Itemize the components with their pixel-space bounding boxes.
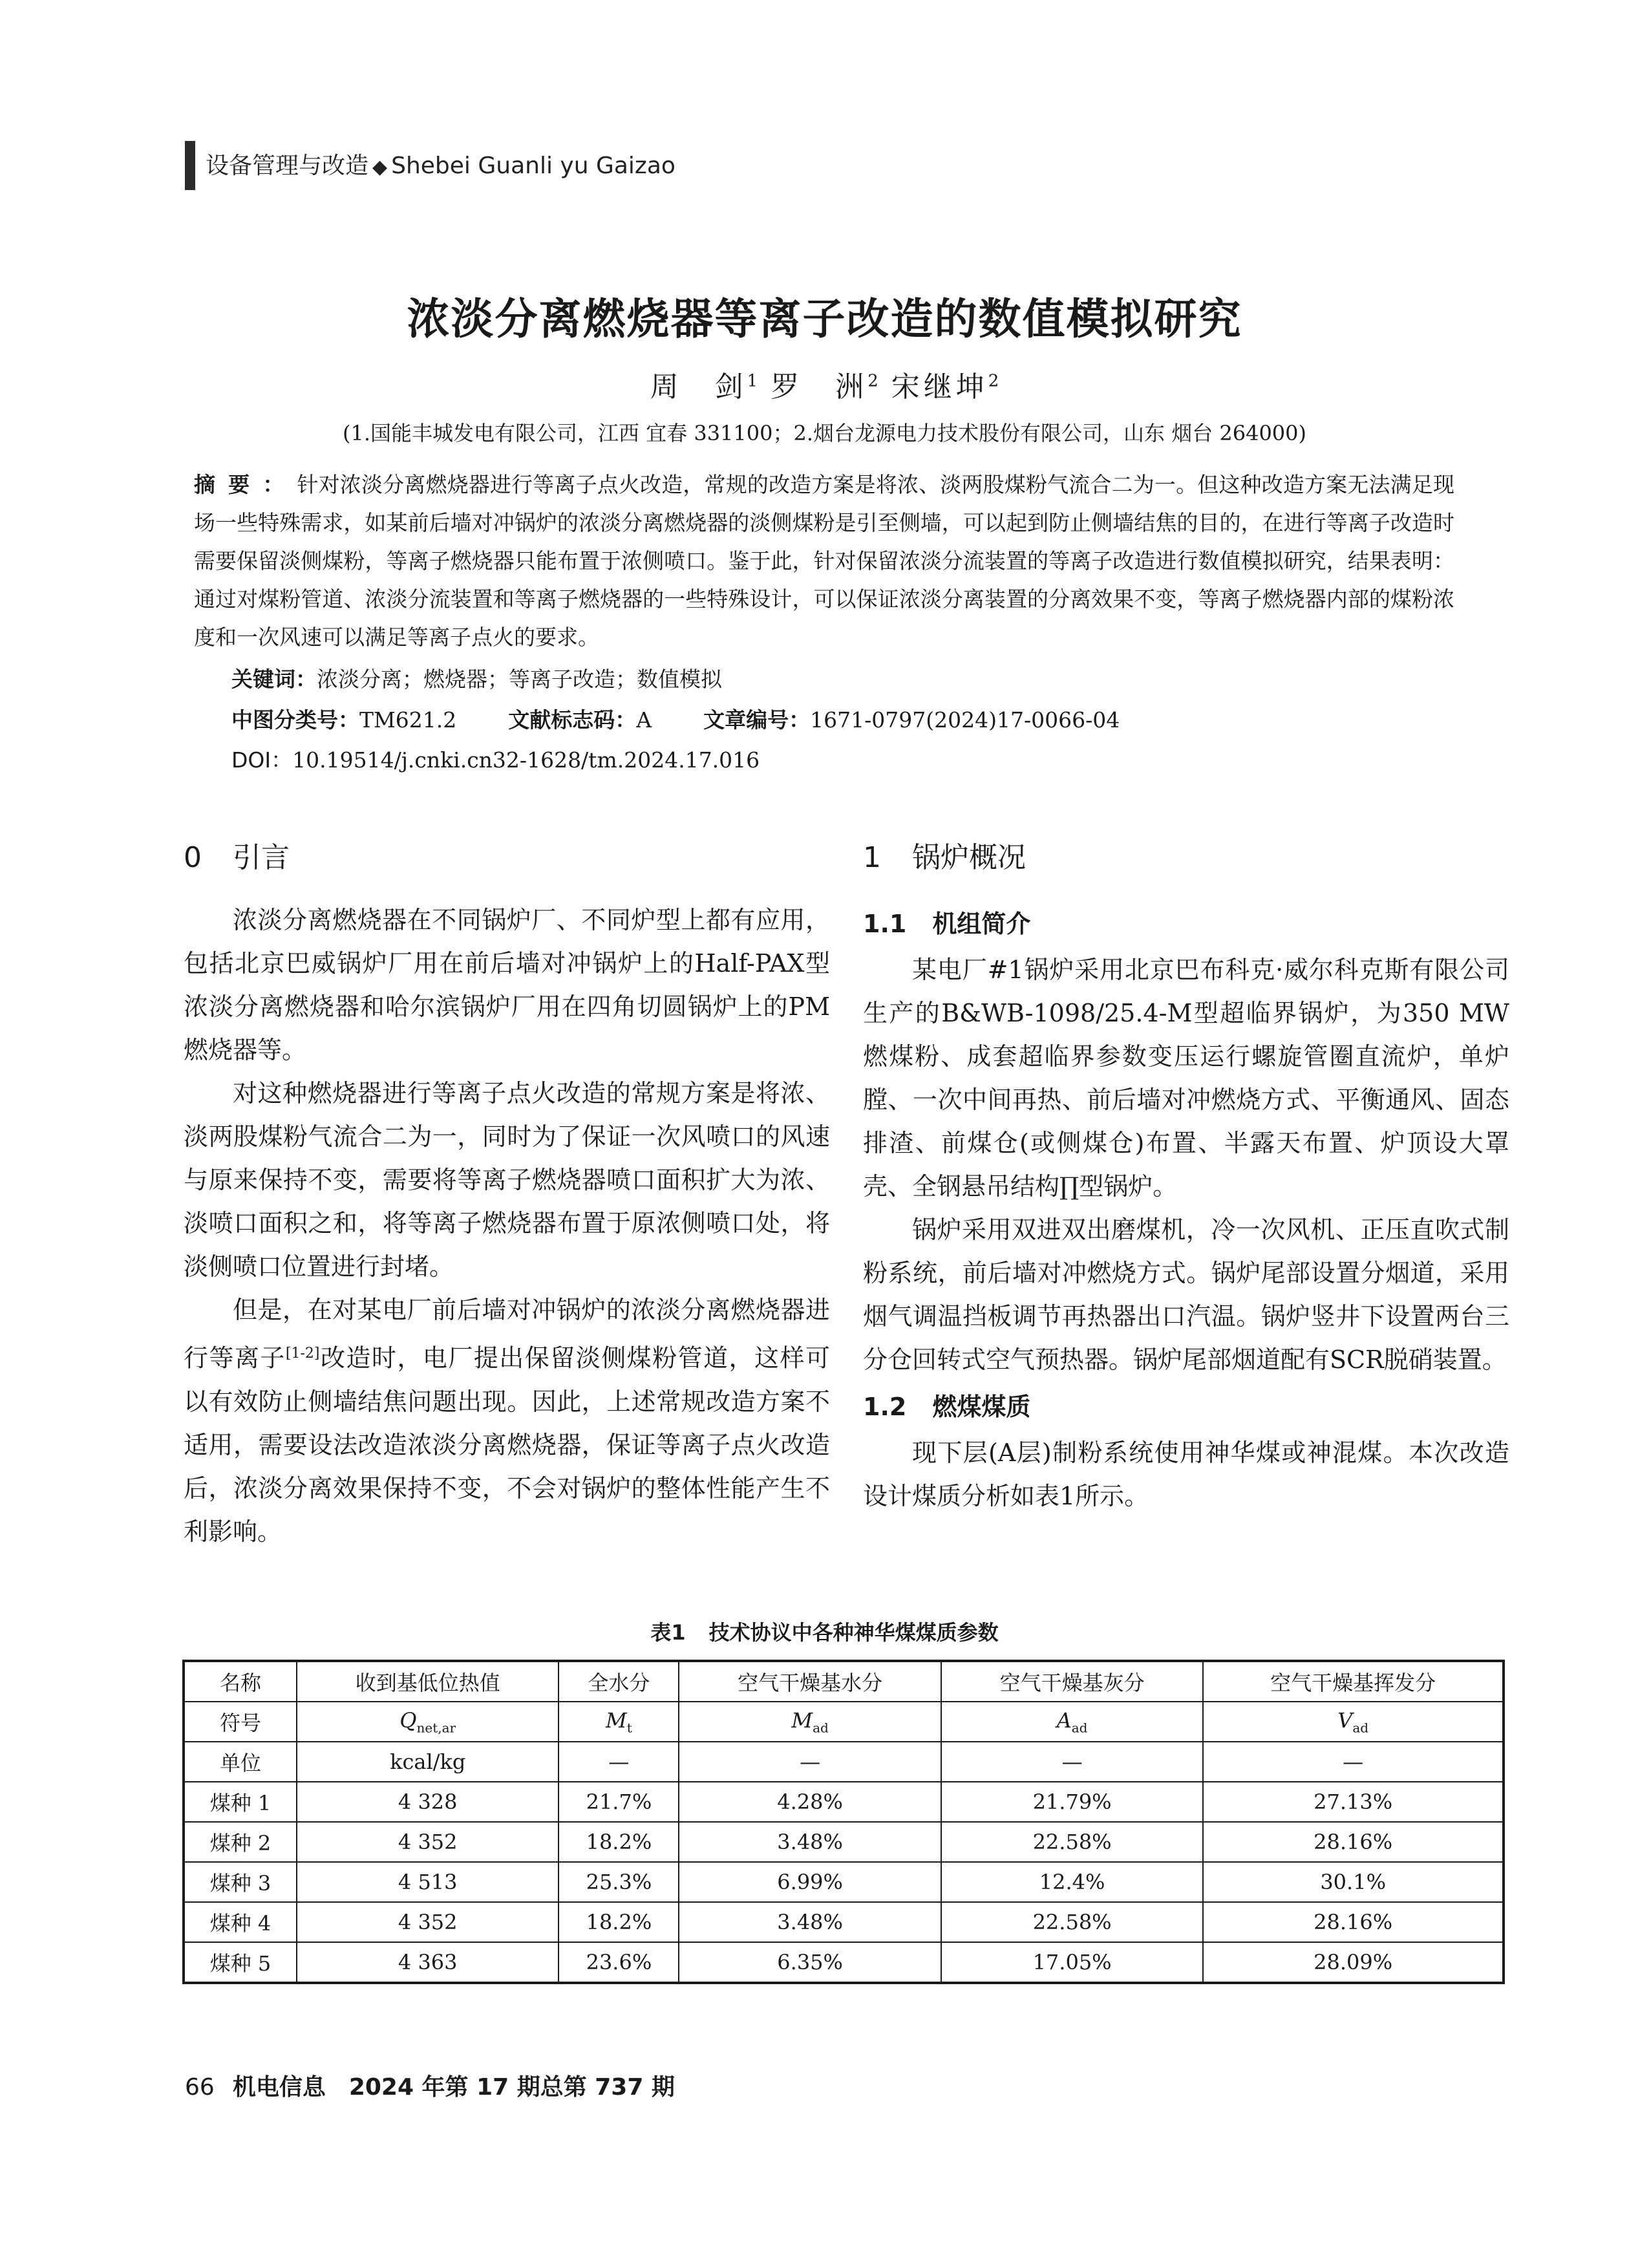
table-cell: 25.3% <box>559 1862 679 1902</box>
table-cell: 4 363 <box>297 1942 559 1983</box>
table-unit-row <box>184 1742 1504 1782</box>
table-cell: 30.1% <box>1203 1862 1504 1902</box>
coal-quality-table <box>182 1660 1505 1984</box>
table-cell: 22.58% <box>941 1902 1203 1942</box>
issue-info: 2024 年第 17 期总第 737 期 <box>348 2074 675 2101</box>
journal-name: 机电信息 <box>232 2074 326 2101</box>
table-cell: 21.7% <box>559 1782 679 1822</box>
table-cell: 18.2% <box>559 1822 679 1862</box>
table-cell: — <box>679 1742 941 1782</box>
table-row <box>184 1822 1504 1862</box>
clc-label: 中图分类号： <box>231 707 359 733</box>
table-cell: — <box>1203 1742 1504 1782</box>
table-cell: 22.58% <box>941 1822 1203 1862</box>
table-header-cell: 空气干燥基挥发分 <box>1203 1661 1504 1702</box>
table-cell: 煤种 2 <box>184 1822 297 1862</box>
abstract-label: 摘要： <box>194 472 297 497</box>
paper-title: 浓淡分离燃烧器等离子改造的数值模拟研究 <box>407 294 1242 344</box>
page-number: 66 <box>185 2074 215 2101</box>
keywords-label: 关键词： <box>231 667 317 692</box>
keywords <box>231 663 722 693</box>
table-cell: 12.4% <box>941 1862 1203 1902</box>
table-cell: 28.09% <box>1203 1942 1504 1983</box>
left-column <box>184 899 830 1554</box>
unit-intro-paragraph-1: 某电厂#1锅炉采用北京巴布科克·威尔科克斯有限公司生产的B&WB-1098/25.4-M型超临界锅炉，为350 MW燃煤粉、成套超临界参数变压运行螺旋管圈直流炉，单炉膛、一次中间再热、前后墙对冲燃烧方式、平衡通风、固态排渣、前煤仓(或侧煤仓)布置、半露天布置、炉顶设大罩壳、全钢悬吊结构∏型锅炉。 <box>863 956 1509 1201</box>
table-cell: — <box>941 1742 1203 1782</box>
right-column <box>863 899 1509 1518</box>
table-cell: 23.6% <box>559 1942 679 1983</box>
table-cell: 3.48% <box>679 1902 941 1942</box>
table-cell: 煤种 5 <box>184 1942 297 1983</box>
header-bar <box>185 141 195 190</box>
section-name-pinyin: Shebei Guanli yu Gaizao <box>391 153 676 179</box>
table-symbol-cell: $M_t$ <box>559 1702 679 1742</box>
table-cell: 17.05% <box>941 1942 1203 1983</box>
keywords-text: 浓淡分离；燃烧器；等离子改造；数值模拟 <box>317 667 722 692</box>
clc-value: TM621.2 <box>359 707 457 733</box>
article-no-label: 文章编号： <box>703 707 811 733</box>
table-cell: 27.13% <box>1203 1782 1504 1822</box>
table-cell: 6.35% <box>679 1942 941 1983</box>
doi-label: DOI： <box>231 747 293 773</box>
table-row <box>184 1782 1504 1822</box>
unit-intro-paragraph-2: 锅炉采用双进双出磨煤机，冷一次风机、正压直吹式制粉系统，前后墙对冲燃烧方式。锅炉尾部设置分烟道，采用烟气调温挡板调节再热器出口汽温。锅炉竖井下设置两台三分仓回转式空气预热器。锅炉尾部烟道配有SCR脱硝装置。 <box>863 1215 1509 1374</box>
classification-line <box>231 703 1120 734</box>
intro-paragraph-3: 但是，在对某电厂前后墙对冲锅炉的浓淡分离燃烧器进行等离子[1-2]改造时，电厂提出保留淡侧煤粉管道，这样可以有效防止侧墙结焦问题出现。因此，上述常规改造方案不适用，需要设法改造浓淡分离燃烧器，保证等离子点火改造后，浓淡分离效果保持不变，不会对锅炉的整体性能产生不利影响。 <box>184 1296 830 1546</box>
table-header-cell: 名称 <box>184 1661 297 1702</box>
table-header-cell: 全水分 <box>559 1661 679 1702</box>
author-3: 宋继坤$^2$ <box>891 370 999 403</box>
table-cell: 煤种 3 <box>184 1862 297 1902</box>
section-name-cn: 设备管理与改造 <box>206 153 369 179</box>
table-symbol-cell: $V_{ad}$ <box>1203 1702 1504 1742</box>
table-cell: 3.48% <box>679 1822 941 1862</box>
coal-quality-paragraph: 现下层(A层)制粉系统使用神华煤或神混煤。本次改造设计煤质分析如表1所示。 <box>863 1439 1509 1510</box>
table-header-cell: 收到基低位热值 <box>297 1661 559 1702</box>
table-cell: 符号 <box>184 1702 297 1742</box>
table-cell: 21.79% <box>941 1782 1203 1822</box>
table-cell: kcal/kg <box>297 1742 559 1782</box>
table-symbol-row <box>184 1702 1504 1742</box>
table-header-cell: 空气干燥基灰分 <box>941 1661 1203 1702</box>
table-symbol-cell: $A_{ad}$ <box>941 1702 1203 1742</box>
table-header-row <box>184 1661 1504 1702</box>
citation[interactable]: [1-2] <box>285 1345 320 1362</box>
abstract <box>194 465 1454 656</box>
author-1: 周 剑$^1$ <box>650 370 758 403</box>
section-0-heading: 0 引言 <box>184 841 290 874</box>
journal-section-header <box>206 147 676 180</box>
table-cell: 4 513 <box>297 1862 559 1902</box>
author-2: 罗 洲$^2$ <box>771 370 878 403</box>
article-no-value: 1671-0797(2024)17-0066-04 <box>810 707 1120 733</box>
table-symbol-cell: $Q_{net,ar}$ <box>297 1702 559 1742</box>
table-cell: 18.2% <box>559 1902 679 1942</box>
table-row <box>184 1862 1504 1902</box>
table-cell: 6.99% <box>679 1862 941 1902</box>
intro-paragraph-2: 对这种燃烧器进行等离子点火改造的常规方案是将浓、淡两股煤粉气流合二为一，同时为了保证一次风喷口的风速与原来保持不变，需要将等离子燃烧器喷口面积扩大为浓、淡喷口面积之和，将等离子燃烧器布置于原浓侧喷口处，将淡侧喷口位置进行封堵。 <box>184 1079 830 1281</box>
table-caption: 表1 技术协议中各种神华煤煤质参数 <box>650 1620 999 1645</box>
page-footer <box>185 2069 675 2102</box>
table-cell: 单位 <box>184 1742 297 1782</box>
doi-value[interactable]: 10.19514/j.cnki.cn32-1628/tm.2024.17.016 <box>292 747 760 773</box>
doc-code-label: 文献标志码： <box>508 707 637 733</box>
affiliations: (1.国能丰城发电有限公司，江西 宜春 331100；2.烟台龙源电力技术股份有限公司，山东 烟台 264000) <box>342 421 1307 445</box>
doc-code-value: A <box>636 707 652 733</box>
table-cell: 4 352 <box>297 1822 559 1862</box>
intro-paragraph-1: 浓淡分离燃烧器在不同锅炉厂、不同炉型上都有应用，包括北京巴威锅炉厂用在前后墙对冲锅炉上的Half-PAX型浓淡分离燃烧器和哈尔滨锅炉厂用在四角切圆锅炉上的PM燃烧器等。 <box>184 906 830 1064</box>
table-symbol-cell: $M_{ad}$ <box>679 1702 941 1742</box>
table-row <box>184 1902 1504 1942</box>
table-cell: 煤种 1 <box>184 1782 297 1822</box>
doi-line <box>231 744 760 774</box>
table-cell: — <box>559 1742 679 1782</box>
subsection-1-1-heading: 1.1 机组简介 <box>863 910 1031 938</box>
table-row <box>184 1942 1504 1983</box>
table-cell: 4.28% <box>679 1782 941 1822</box>
diamond-separator: ◆ <box>372 156 388 178</box>
table-header-cell: 空气干燥基水分 <box>679 1661 941 1702</box>
authors <box>0 363 1649 405</box>
table-cell: 4 352 <box>297 1902 559 1942</box>
table-cell: 28.16% <box>1203 1902 1504 1942</box>
section-1-heading: 1 锅炉概况 <box>863 841 1026 874</box>
subsection-1-2-heading: 1.2 燃煤煤质 <box>863 1393 1031 1421</box>
abstract-text: 针对浓淡分离燃烧器进行等离子点火改造，常规的改造方案是将浓、淡两股煤粉气流合二为一。但这种改造方案无法满足现场一些特殊需求，如某前后墙对冲锅炉的浓淡分离燃烧器的淡侧煤粉是引至侧墙，可以起到防止侧墙结焦的目的，在进行等离子改造时需要保留淡侧煤粉，等离子燃烧器只能布置于浓侧喷口。鉴于此，针对保留浓淡分流装置的等离子改造进行数值模拟研究，结果表明：通过对煤粉管道、浓淡分流装置和等离子燃烧器的一些特殊设计，可以保证浓淡分离装置的分离效果不变，等离子燃烧器内部的煤粉浓度和一次风速可以满足等离子点火的要求。 <box>194 472 1455 650</box>
table-cell: 4 328 <box>297 1782 559 1822</box>
table-cell: 28.16% <box>1203 1822 1504 1862</box>
table-cell: 煤种 4 <box>184 1902 297 1942</box>
